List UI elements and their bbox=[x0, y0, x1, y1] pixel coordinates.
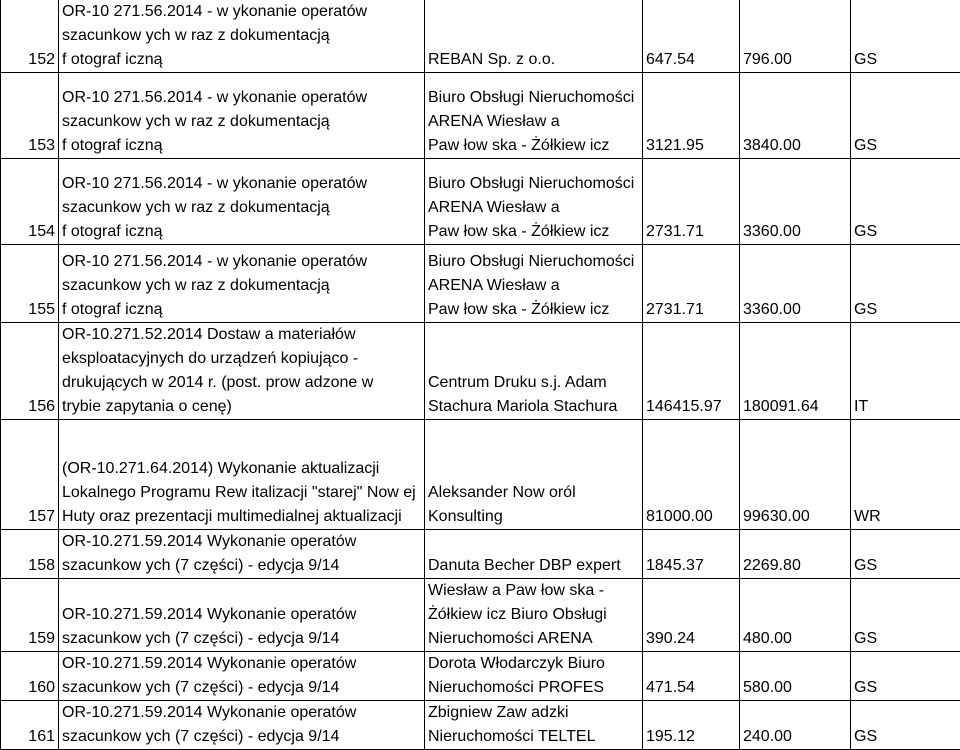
description-cell bbox=[59, 652, 425, 701]
row-number: 154 bbox=[1, 159, 59, 245]
description-line: (OR-10.271.64.2014) Wykonanie aktualizacji bbox=[62, 457, 421, 481]
table-row bbox=[1, 652, 960, 701]
gross-amount: 3360.00 bbox=[740, 245, 851, 323]
vendor-cell bbox=[425, 701, 643, 750]
description-cell bbox=[59, 701, 425, 750]
description-cell bbox=[59, 323, 425, 420]
vendor-line: Biuro Obsługi Nieruchomości bbox=[428, 86, 639, 110]
description-cell bbox=[59, 73, 425, 159]
vendor-line: ARENA Wiesław a bbox=[428, 274, 639, 298]
row-number: 156 bbox=[1, 323, 59, 420]
table-row bbox=[1, 245, 960, 323]
vendor-cell bbox=[425, 420, 643, 530]
gross-amount: 796.00 bbox=[740, 0, 851, 73]
description-line: trybie zapytania o cenę) bbox=[62, 395, 421, 419]
category-code: IT bbox=[851, 323, 960, 420]
row-number: 158 bbox=[1, 530, 59, 579]
description-line: szacunkow ych w raz z dokumentacją bbox=[62, 196, 421, 220]
vendor-line: Nieruchomości PROFES bbox=[428, 676, 639, 700]
table-row bbox=[1, 420, 960, 530]
vendor-line: Konsulting bbox=[428, 505, 639, 529]
description-line: drukujących w 2014 r. (post. prow adzone w bbox=[62, 371, 421, 395]
description-line: f otograf iczną bbox=[62, 298, 421, 322]
net-amount: 2731.71 bbox=[643, 245, 740, 323]
row-number: 157 bbox=[1, 420, 59, 530]
description-cell bbox=[59, 0, 425, 73]
vendor-line: ARENA Wiesław a bbox=[428, 196, 639, 220]
table-row bbox=[1, 0, 960, 73]
vendor-line: Nieruchomości TELTEL bbox=[428, 725, 639, 749]
vendor-cell bbox=[425, 652, 643, 701]
category-code: GS bbox=[851, 579, 960, 652]
gross-amount: 3360.00 bbox=[740, 159, 851, 245]
description-line: f otograf iczną bbox=[62, 134, 421, 158]
vendor-line: Żółkiew icz Biuro Obsługi bbox=[428, 603, 639, 627]
vendor-cell bbox=[425, 0, 643, 73]
description-line: OR-10 271.56.2014 - w ykonanie operatów bbox=[62, 0, 421, 24]
category-code: GS bbox=[851, 652, 960, 701]
description-line: eksploatacyjnych do urządzeń kopiująco - bbox=[62, 347, 421, 371]
net-amount: 3121.95 bbox=[643, 73, 740, 159]
row-number: 161 bbox=[1, 701, 59, 750]
table-row bbox=[1, 323, 960, 420]
gross-amount: 180091.64 bbox=[740, 323, 851, 420]
description-line: OR-10.271.59.2014 Wykonanie operatów bbox=[62, 530, 421, 554]
vendor-line: ARENA Wiesław a bbox=[428, 110, 639, 134]
vendor-cell bbox=[425, 323, 643, 420]
description-line: OR-10.271.59.2014 Wykonanie operatów bbox=[62, 603, 421, 627]
vendor-cell bbox=[425, 579, 643, 652]
table-row bbox=[1, 159, 960, 245]
vendor-line: Biuro Obsługi Nieruchomości bbox=[428, 172, 639, 196]
row-number: 152 bbox=[1, 0, 59, 73]
category-code: GS bbox=[851, 245, 960, 323]
net-amount: 2731.71 bbox=[643, 159, 740, 245]
category-code: GS bbox=[851, 0, 960, 73]
vendor-line: Centrum Druku s.j. Adam bbox=[428, 371, 639, 395]
description-line: OR-10 271.56.2014 - w ykonanie operatów bbox=[62, 86, 421, 110]
vendor-cell bbox=[425, 159, 643, 245]
vendor-line: Stachura Mariola Stachura bbox=[428, 395, 639, 419]
category-code: GS bbox=[851, 530, 960, 579]
description-line: f otograf iczną bbox=[62, 48, 421, 72]
gross-amount: 480.00 bbox=[740, 579, 851, 652]
description-cell bbox=[59, 530, 425, 579]
description-line: szacunkow ych w raz z dokumentacją bbox=[62, 24, 421, 48]
description-line: OR-10 271.56.2014 - w ykonanie operatów bbox=[62, 172, 421, 196]
description-line: OR-10.271.59.2014 Wykonanie operatów bbox=[62, 652, 421, 676]
description-line: Lokalnego Programu Rew italizacji "starej" Now ej bbox=[62, 481, 421, 505]
description-cell bbox=[59, 245, 425, 323]
row-number: 159 bbox=[1, 579, 59, 652]
vendor-line: Paw łow ska - Żółkiew icz bbox=[428, 220, 639, 244]
description-line: szacunkow ych w raz z dokumentacją bbox=[62, 110, 421, 134]
gross-amount: 240.00 bbox=[740, 701, 851, 750]
vendor-line: Aleksander Now oról bbox=[428, 481, 639, 505]
gross-amount: 2269.80 bbox=[740, 530, 851, 579]
table-row bbox=[1, 579, 960, 652]
vendor-cell bbox=[425, 245, 643, 323]
description-line: szacunkow ych (7 części) - edycja 9/14 bbox=[62, 725, 421, 749]
net-amount: 195.12 bbox=[643, 701, 740, 750]
description-line: OR-10.271.52.2014 Dostaw a materiałów bbox=[62, 323, 421, 347]
vendor-line: Nieruchomości ARENA bbox=[428, 627, 639, 651]
description-line: szacunkow ych (7 części) - edycja 9/14 bbox=[62, 554, 421, 578]
vendor-cell bbox=[425, 530, 643, 579]
category-code: WR bbox=[851, 420, 960, 530]
net-amount: 647.54 bbox=[643, 0, 740, 73]
description-line: szacunkow ych (7 części) - edycja 9/14 bbox=[62, 627, 421, 651]
vendor-line: Danuta Becher DBP expert bbox=[428, 554, 639, 578]
description-line: f otograf iczną bbox=[62, 220, 421, 244]
vendor-line: REBAN Sp. z o.o. bbox=[428, 48, 639, 72]
row-number: 160 bbox=[1, 652, 59, 701]
table-row bbox=[1, 701, 960, 750]
net-amount: 81000.00 bbox=[643, 420, 740, 530]
net-amount: 146415.97 bbox=[643, 323, 740, 420]
net-amount: 1845.37 bbox=[643, 530, 740, 579]
table-row bbox=[1, 530, 960, 579]
description-line: OR-10 271.56.2014 - w ykonanie operatów bbox=[62, 250, 421, 274]
gross-amount: 3840.00 bbox=[740, 73, 851, 159]
vendor-line: Paw łow ska - Żółkiew icz bbox=[428, 134, 639, 158]
category-code: GS bbox=[851, 159, 960, 245]
row-number: 153 bbox=[1, 73, 59, 159]
vendor-line: Paw łow ska - Żółkiew icz bbox=[428, 298, 639, 322]
net-amount: 390.24 bbox=[643, 579, 740, 652]
description-line: szacunkow ych (7 części) - edycja 9/14 bbox=[62, 676, 421, 700]
vendor-cell bbox=[425, 73, 643, 159]
vendor-line: Zbigniew Zaw adzki bbox=[428, 701, 639, 725]
description-line: szacunkow ych w raz z dokumentacją bbox=[62, 274, 421, 298]
vendor-line: Dorota Włodarczyk Biuro bbox=[428, 652, 639, 676]
row-number: 155 bbox=[1, 245, 59, 323]
description-cell bbox=[59, 159, 425, 245]
description-line: OR-10.271.59.2014 Wykonanie operatów bbox=[62, 701, 421, 725]
gross-amount: 580.00 bbox=[740, 652, 851, 701]
category-code: GS bbox=[851, 73, 960, 159]
table-row bbox=[1, 73, 960, 159]
vendor-line: Biuro Obsługi Nieruchomości bbox=[428, 250, 639, 274]
records-body bbox=[1, 0, 960, 750]
description-cell bbox=[59, 579, 425, 652]
description-line: Huty oraz prezentacji multimedialnej aktualizacji bbox=[62, 505, 421, 529]
vendor-line: Wiesław a Paw łow ska - bbox=[428, 579, 639, 603]
gross-amount: 99630.00 bbox=[740, 420, 851, 530]
category-code: GS bbox=[851, 701, 960, 750]
net-amount: 471.54 bbox=[643, 652, 740, 701]
description-cell bbox=[59, 420, 425, 530]
